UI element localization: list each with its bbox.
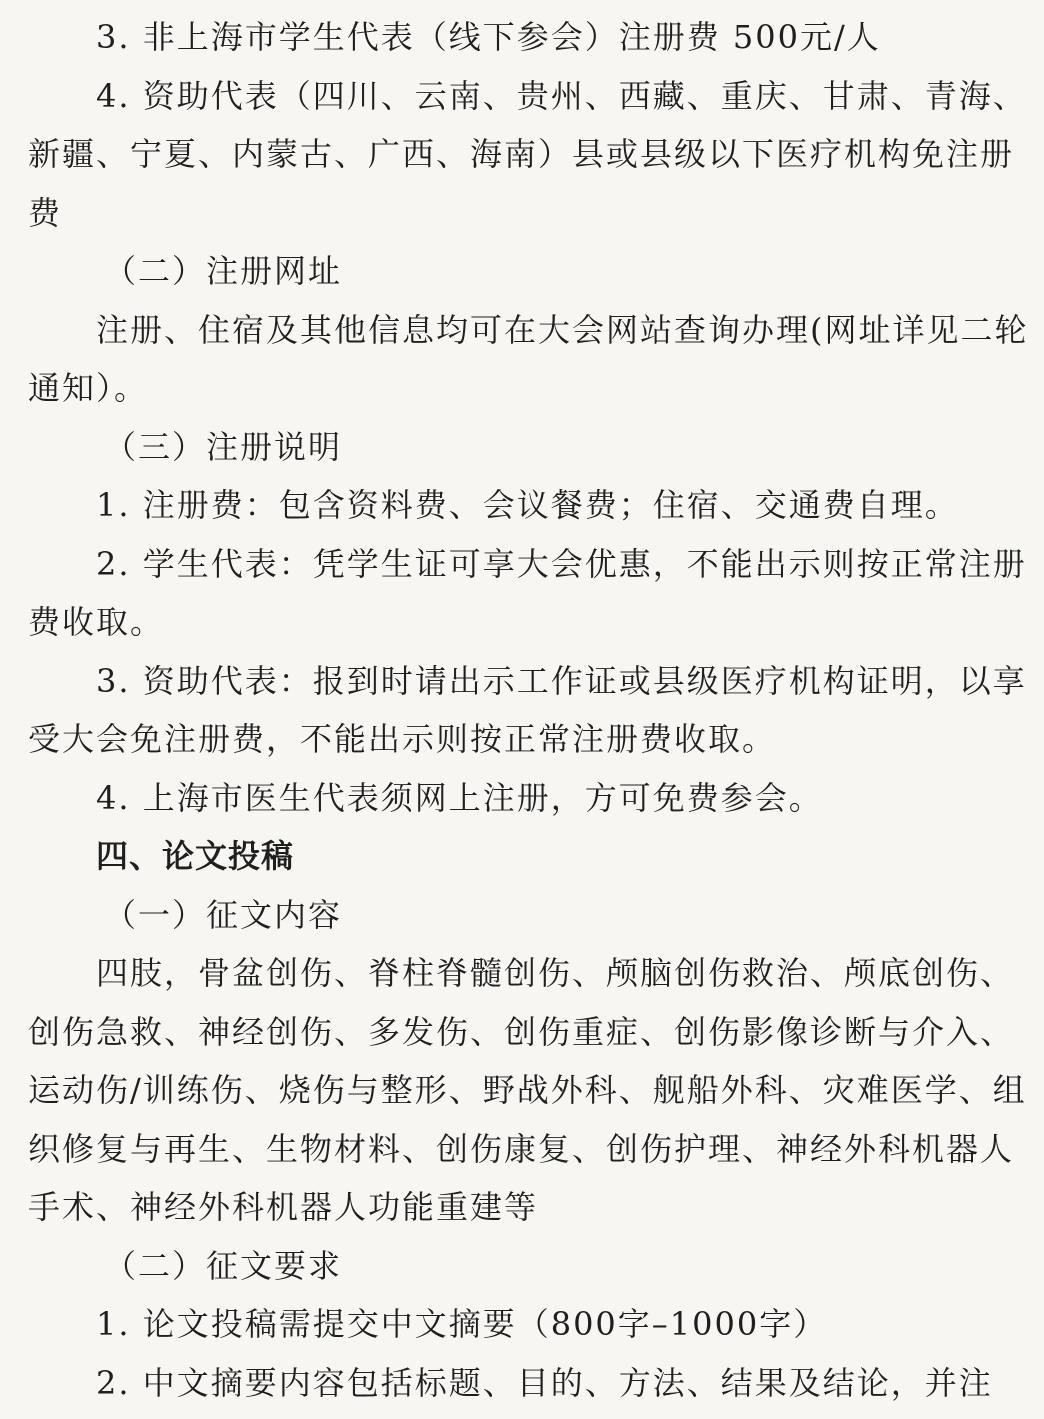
note-item-2-cont: 费收取。: [28, 603, 165, 641]
topics-line-3: 运动伤/训练伤、烧伤与整形、野战外科、舰船外科、灾难医学、组: [28, 1071, 1027, 1109]
note-item-2: 2. 学生代表：凭学生证可享大会优惠，不能出示则按正常注册: [96, 544, 1027, 583]
section-paper-submission: 四、论文投稿: [96, 837, 295, 875]
note-item-3: 3. 资助代表：报到时请出示工作证或县级医疗机构证明，以享: [96, 661, 1027, 700]
topics-line-5: 手术、神经外科机器人功能重建等: [28, 1188, 539, 1226]
section-registration-notes: （三）注册说明: [104, 427, 343, 466]
fee-item-4: 4. 资助代表（四川、云南、贵州、西藏、重庆、甘肃、青海、: [96, 76, 1027, 115]
requirement-item-2: 2. 中文摘要内容包括标题、目的、方法、结果及结论，并注: [96, 1363, 993, 1402]
note-item-3-cont: 受大会免注册费，不能出示则按正常注册费收取。: [28, 720, 777, 758]
note-item-4: 4. 上海市医生代表须网上注册，方可免费参会。: [96, 778, 823, 817]
fee-item-4-cont-2: 费: [28, 193, 63, 232]
fee-item-4-cont-1: 新疆、宁夏、内蒙古、广西、海南）县或县级以下医疗机构免注册: [28, 135, 1015, 173]
fee-item-3: 3. 非上海市学生代表（线下参会）注册费 500元/人: [96, 18, 881, 56]
requirement-item-1: 1. 论文投稿需提交中文摘要（800字–1000字）: [96, 1305, 828, 1343]
section-call-for-papers-content: （一）征文内容: [104, 895, 343, 934]
topics-line-1: 四肢，骨盆创伤、脊柱脊髓创伤、颅脑创伤救治、颅底创伤、: [96, 954, 1015, 992]
section-registration-website: （二）注册网址: [104, 252, 343, 290]
topics-line-2: 创伤急救、神经创伤、多发伤、创伤重症、创伤影像诊断与介入、: [28, 1012, 1015, 1051]
note-item-1: 1. 注册费：包含资料费、会议餐费；住宿、交通费自理。: [96, 486, 959, 524]
topics-line-4: 织修复与再生、生物材料、创伤康复、创伤护理、神经外科机器人: [28, 1129, 1015, 1168]
registration-website-text-cont: 通知）。: [28, 369, 149, 407]
registration-website-text: 注册、住宿及其他信息均可在大会网站查询办理(网址详见二轮: [96, 310, 1029, 349]
section-paper-requirements: （二）征文要求: [104, 1246, 343, 1285]
